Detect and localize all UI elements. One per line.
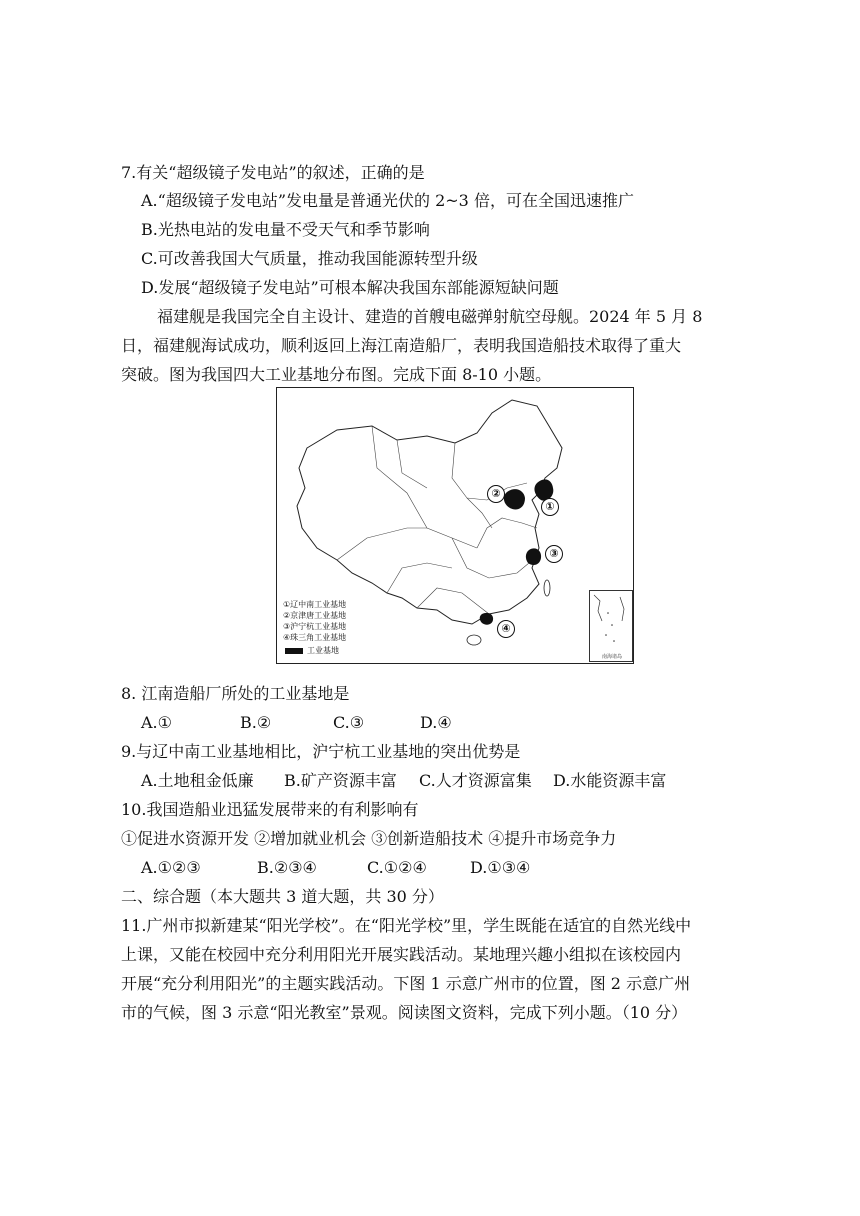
passage-line-3: 突破。图为我国四大工业基地分布图。完成下面 8-10 小题。: [121, 365, 552, 384]
passage-line-1: 福建舰是我国完全自主设计、建造的首艘电磁弹射航空母舰。2024 年 5 月 8: [157, 307, 703, 326]
marker-2: ②: [487, 485, 505, 503]
marker-1: ①: [541, 498, 559, 516]
q8-stem: 8. 江南造船厂所处的工业基地是: [121, 684, 350, 703]
q10-stem: 10.我国造船业迅猛发展带来的有利影响有: [121, 800, 419, 819]
q9-stem: 9.与辽中南工业基地相比，沪宁杭工业基地的突出优势是: [121, 742, 521, 761]
base-jingjintang: [504, 489, 525, 509]
legend-item-2: ②京津唐工业基地: [283, 611, 347, 620]
legend-item-1: ①辽中南工业基地: [283, 600, 347, 609]
marker-4: ④: [497, 620, 515, 638]
inset-label: 南海诸岛: [602, 654, 623, 660]
legend-item-3: ③沪宁杭工业基地: [283, 622, 347, 631]
q9-option-d: D.水能资源丰富: [553, 771, 667, 790]
marker-3: ③: [545, 545, 563, 563]
q7-stem: 7.有关“超级镜子发电站”的叙述，正确的是: [121, 163, 425, 182]
south-china-sea-inset: [589, 590, 633, 662]
legend-swatch: [285, 648, 303, 654]
q8-option-b: B.②: [240, 713, 272, 732]
q10-option-d: D.①③④: [470, 858, 531, 877]
q9-option-a: A.土地租金低廉: [141, 771, 254, 790]
q7-option-a: A.“超级镜子发电站”发电量是普通光伏的 2~3 倍，可在全国迅速推广: [141, 191, 634, 210]
q7-option-d: D.发展“超级镜子发电站”可根本解决我国东部能源短缺问题: [141, 278, 559, 297]
q10-option-a: A.①②③: [141, 858, 201, 877]
q10-statements: ①促进水资源开发 ②增加就业机会 ③创新造船技术 ④提升市场竞争力: [121, 829, 617, 848]
q10-option-c: C.①②④: [367, 858, 427, 877]
q7-option-b: B.光热电站的发电量不受天气和季节影响: [141, 220, 430, 239]
q10-option-b: B.②③④: [257, 858, 317, 877]
passage-line-2: 日，福建舰海试成功，顺利返回上海江南造船厂，表明我国造船技术取得了重大: [121, 336, 682, 355]
section-heading: 二、综合题（本大题共 3 道大题，共 30 分）: [121, 887, 444, 906]
q11-line-1: 11.广州市拟新建某“阳光学校”。在“阳光学校”里，学生既能在适宜的自然光线中: [121, 916, 692, 935]
q8-option-c: C.③: [333, 713, 365, 732]
q8-option-d: D.④: [420, 713, 452, 732]
industrial-base-map: [276, 387, 634, 664]
q11-line-3: 开展“充分利用阳光”的主题实践活动。下图 1 示意广州市的位置，图 2 示意广州: [121, 974, 691, 993]
q11-line-4: 市的气候，图 3 示意“阳光教室”景观。阅读图文资料，完成下列小题。（10 分）: [121, 1003, 688, 1022]
q9-option-c: C.人才资源富集: [419, 771, 532, 790]
base-zhusanjiao: [480, 613, 493, 625]
inset-outline: [590, 591, 632, 661]
legend-swatch-label: 工业基地: [307, 646, 339, 655]
q8-option-a: A.①: [141, 713, 172, 732]
q7-option-c: C.可改善我国大气质量，推动我国能源转型升级: [141, 249, 478, 268]
q9-option-b: B.矿产资源丰富: [284, 771, 397, 790]
q11-line-2: 上课，又能在校园中充分利用阳光开展实践活动。某地理兴趣小组拟在该校园内: [121, 945, 682, 964]
legend-item-4: ④珠三角工业基地: [283, 633, 347, 642]
base-huningfang: [526, 548, 541, 565]
